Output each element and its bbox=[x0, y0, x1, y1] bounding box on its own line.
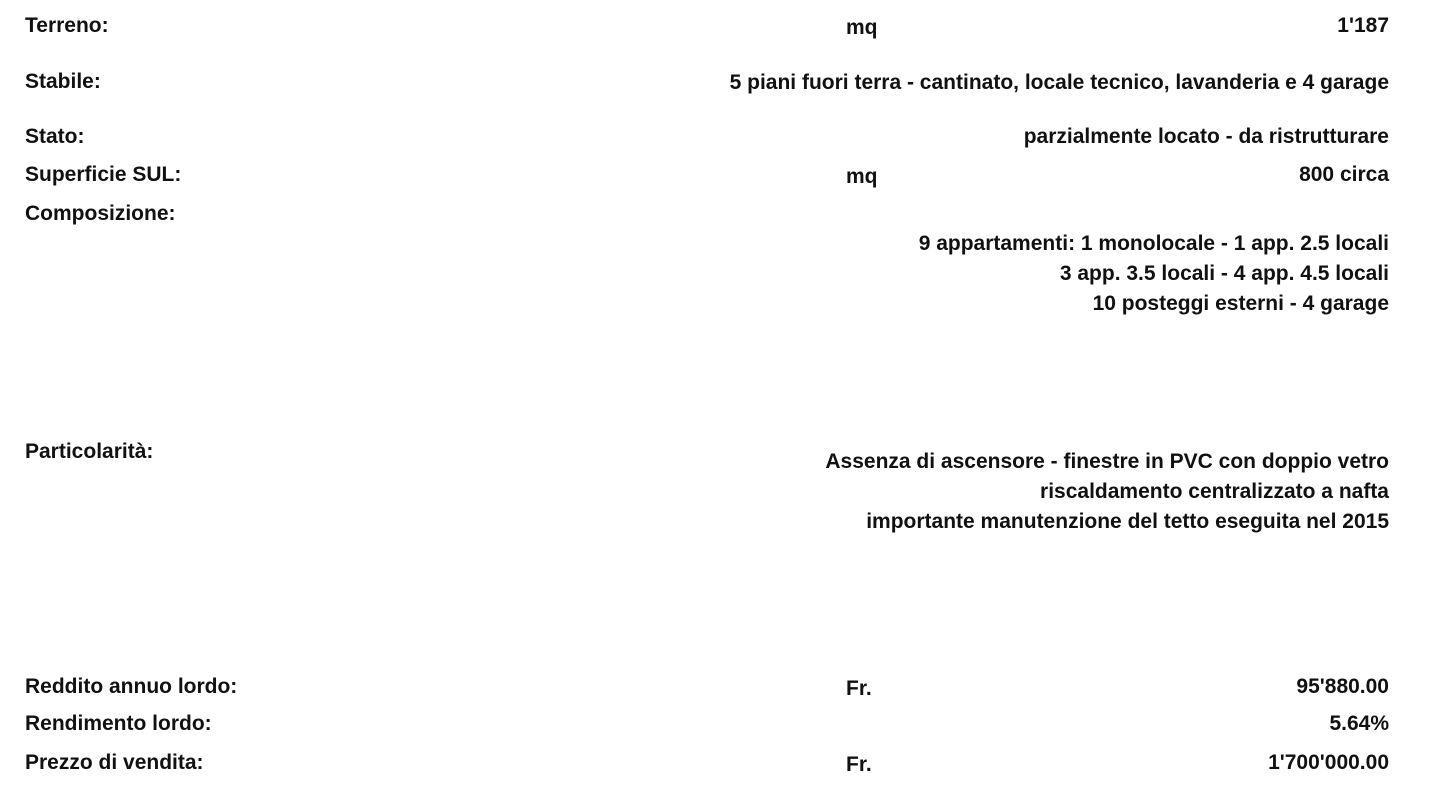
terreno-label: Terreno: bbox=[25, 14, 109, 37]
composizione-line: 3 app. 3.5 locali - 4 app. 4.5 locali bbox=[1059, 262, 1389, 285]
particolarita-value bbox=[825, 447, 1389, 537]
stabile-label: Stabile: bbox=[25, 70, 101, 93]
stato-value: parzialmente locato - da ristrutturare bbox=[1023, 125, 1389, 148]
reddito-unit: Fr. bbox=[846, 677, 872, 700]
rendimento-label: Rendimento lordo: bbox=[25, 712, 212, 735]
composizione-line: 9 appartamenti: 1 monolocale - 1 app. 2.5 locali bbox=[918, 232, 1389, 255]
rendimento-value: 5.64% bbox=[1329, 712, 1389, 735]
composizione-line: 10 posteggi esterni - 4 garage bbox=[1092, 292, 1389, 315]
superficie-label: Superficie SUL: bbox=[25, 163, 182, 186]
reddito-label: Reddito annuo lordo: bbox=[25, 675, 238, 698]
terreno-unit: mq bbox=[846, 16, 878, 39]
particolarita-label: Particolarità: bbox=[25, 440, 154, 463]
particolarita-line: importante manutenzione del tetto eseguita nel 2015 bbox=[866, 510, 1389, 533]
particolarita-line: riscaldamento centralizzato a nafta bbox=[1040, 480, 1389, 503]
superficie-value: 800 circa bbox=[1299, 163, 1389, 186]
prezzo-unit: Fr. bbox=[846, 753, 872, 776]
composizione-label: Composizione: bbox=[25, 202, 176, 225]
prezzo-value: 1'700'000.00 bbox=[1268, 751, 1389, 774]
reddito-value: 95'880.00 bbox=[1296, 675, 1389, 698]
particolarita-line: Assenza di ascensore - finestre in PVC con doppio vetro bbox=[825, 450, 1389, 473]
terreno-value: 1'187 bbox=[1337, 14, 1389, 37]
stato-label: Stato: bbox=[25, 125, 85, 148]
stabile-value: 5 piani fuori terra - cantinato, locale tecnico, lavanderia e 4 garage bbox=[729, 71, 1389, 94]
prezzo-label: Prezzo di vendita: bbox=[25, 751, 204, 774]
superficie-unit: mq bbox=[846, 165, 878, 188]
composizione-value bbox=[919, 229, 1389, 319]
